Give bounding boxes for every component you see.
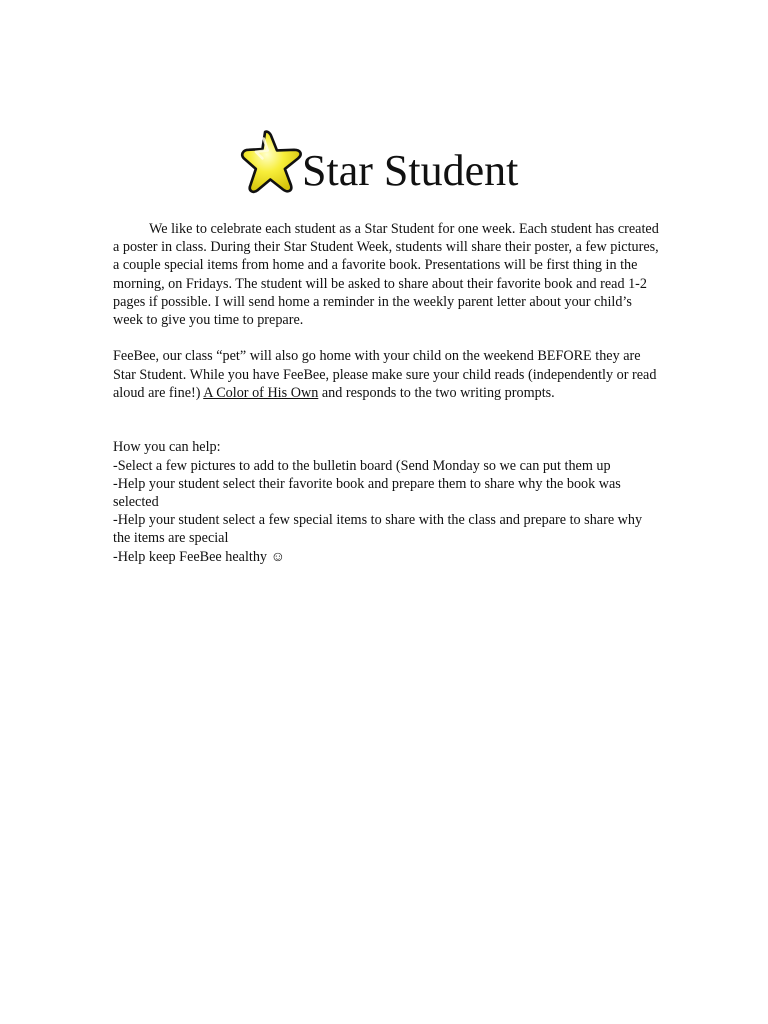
book-title: A Color of His Own xyxy=(203,384,319,401)
help-list xyxy=(113,457,661,566)
feebee-paragraph xyxy=(113,347,661,402)
list-item: -Help your student select their favorite book and prepare them to share why the book was selected xyxy=(113,475,621,511)
feebee-text-start: FeeBee, our class “pet” will also go home with your child on the weekend BEFORE they are Star Student. While you have FeeBee, please make sure your child reads (independently or read aloud are fine!) xyxy=(113,348,657,401)
document-title: Star Student xyxy=(302,146,519,195)
intro-text: We like to celebrate each student as a Star Student for one week. Each student has created a poster in class. During their Star Student Week, students will share their poster, a few pictures, a couple special items from home and a favorite book. Presentations will be first thing in the morning, on Fridays. The student will be asked to share about their favorite book and read 1-2 pages if possible. I will send home a reminder in the weekly parent letter about your child’s week to give you time to prepare. xyxy=(113,221,659,329)
help-heading: How you can help: xyxy=(113,439,221,456)
list-item: -Select a few pictures to add to the bulletin board (Send Monday so we can put them up xyxy=(113,457,611,474)
list-item: -Help keep FeeBee healthy ☺ xyxy=(113,548,286,565)
star-icon xyxy=(240,128,306,194)
document-body xyxy=(113,220,661,566)
title-row xyxy=(240,124,518,204)
intro-paragraph xyxy=(113,220,661,329)
feebee-text-end: and responds to the two writing prompts. xyxy=(318,384,555,401)
list-item: -Help your student select a few special items to share with the class and prepare to share why the items are special xyxy=(113,512,643,547)
